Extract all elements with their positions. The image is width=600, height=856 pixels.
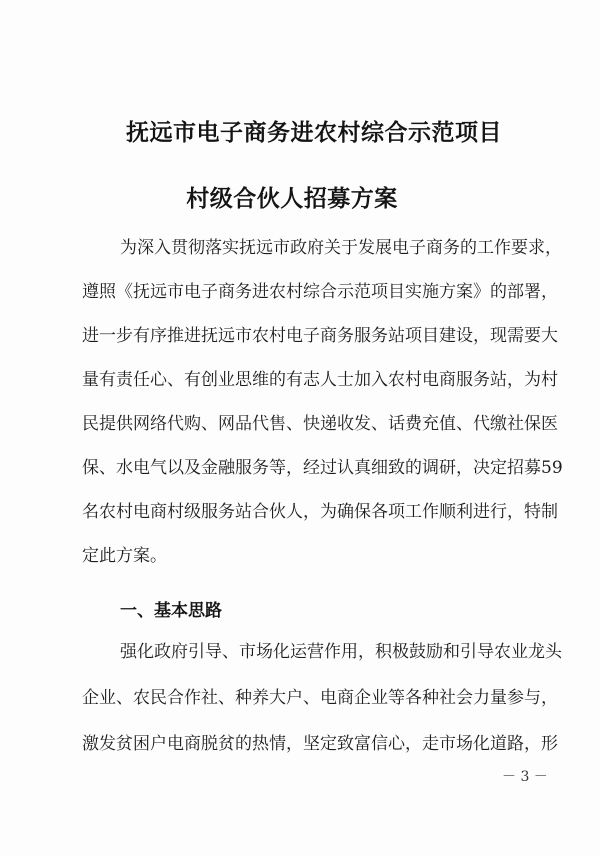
section-1-heading: 一、基本思路: [120, 601, 222, 621]
document-title-line-2: 村级合伙人招募方案: [186, 185, 398, 212]
paragraph-2-line-3: 激发贫困户电商脱贫的热情，坚定致富信心，走市场化道路，形: [82, 734, 558, 754]
paragraph-1-line-3: 进一步有序推进抚远市农村电子商务服务站项目建设，现需要大: [82, 326, 558, 346]
paragraph-1-line-5: 民提供网络代购、网品代售、快递收发、话费充值、代缴社保医: [82, 414, 558, 434]
paragraph-1-line-4: 量有责任心、有创业思维的有志人士加入农村电商服务站，为村: [82, 370, 558, 390]
paragraph-2-line-1: 强化政府引导、市场化运营作用，积极鼓励和引导农业龙头: [120, 642, 562, 662]
paragraph-1-line-6: 保、水电气以及金融服务等，经过认真细致的调研，决定招募59: [82, 458, 563, 478]
paragraph-2-line-2: 企业、农民合作社、种养大户、电商企业等各种社会力量参与，: [82, 688, 558, 708]
paragraph-1-line-1: 为深入贯彻落实抚远市政府关于发展电子商务的工作要求，: [120, 238, 562, 258]
document-title-line-1: 抚远市电子商务进农村综合示范项目: [126, 119, 502, 146]
paragraph-1-line-2: 遵照《抚远市电子商务进农村综合示范项目实施方案》的部署，: [82, 282, 558, 302]
page-number: － 3 －: [502, 769, 548, 785]
paragraph-1-line-8: 定此方案。: [82, 546, 167, 566]
paragraph-1-line-7: 名农村电商村级服务站合伙人，为确保各项工作顺利进行，特制: [82, 502, 558, 522]
